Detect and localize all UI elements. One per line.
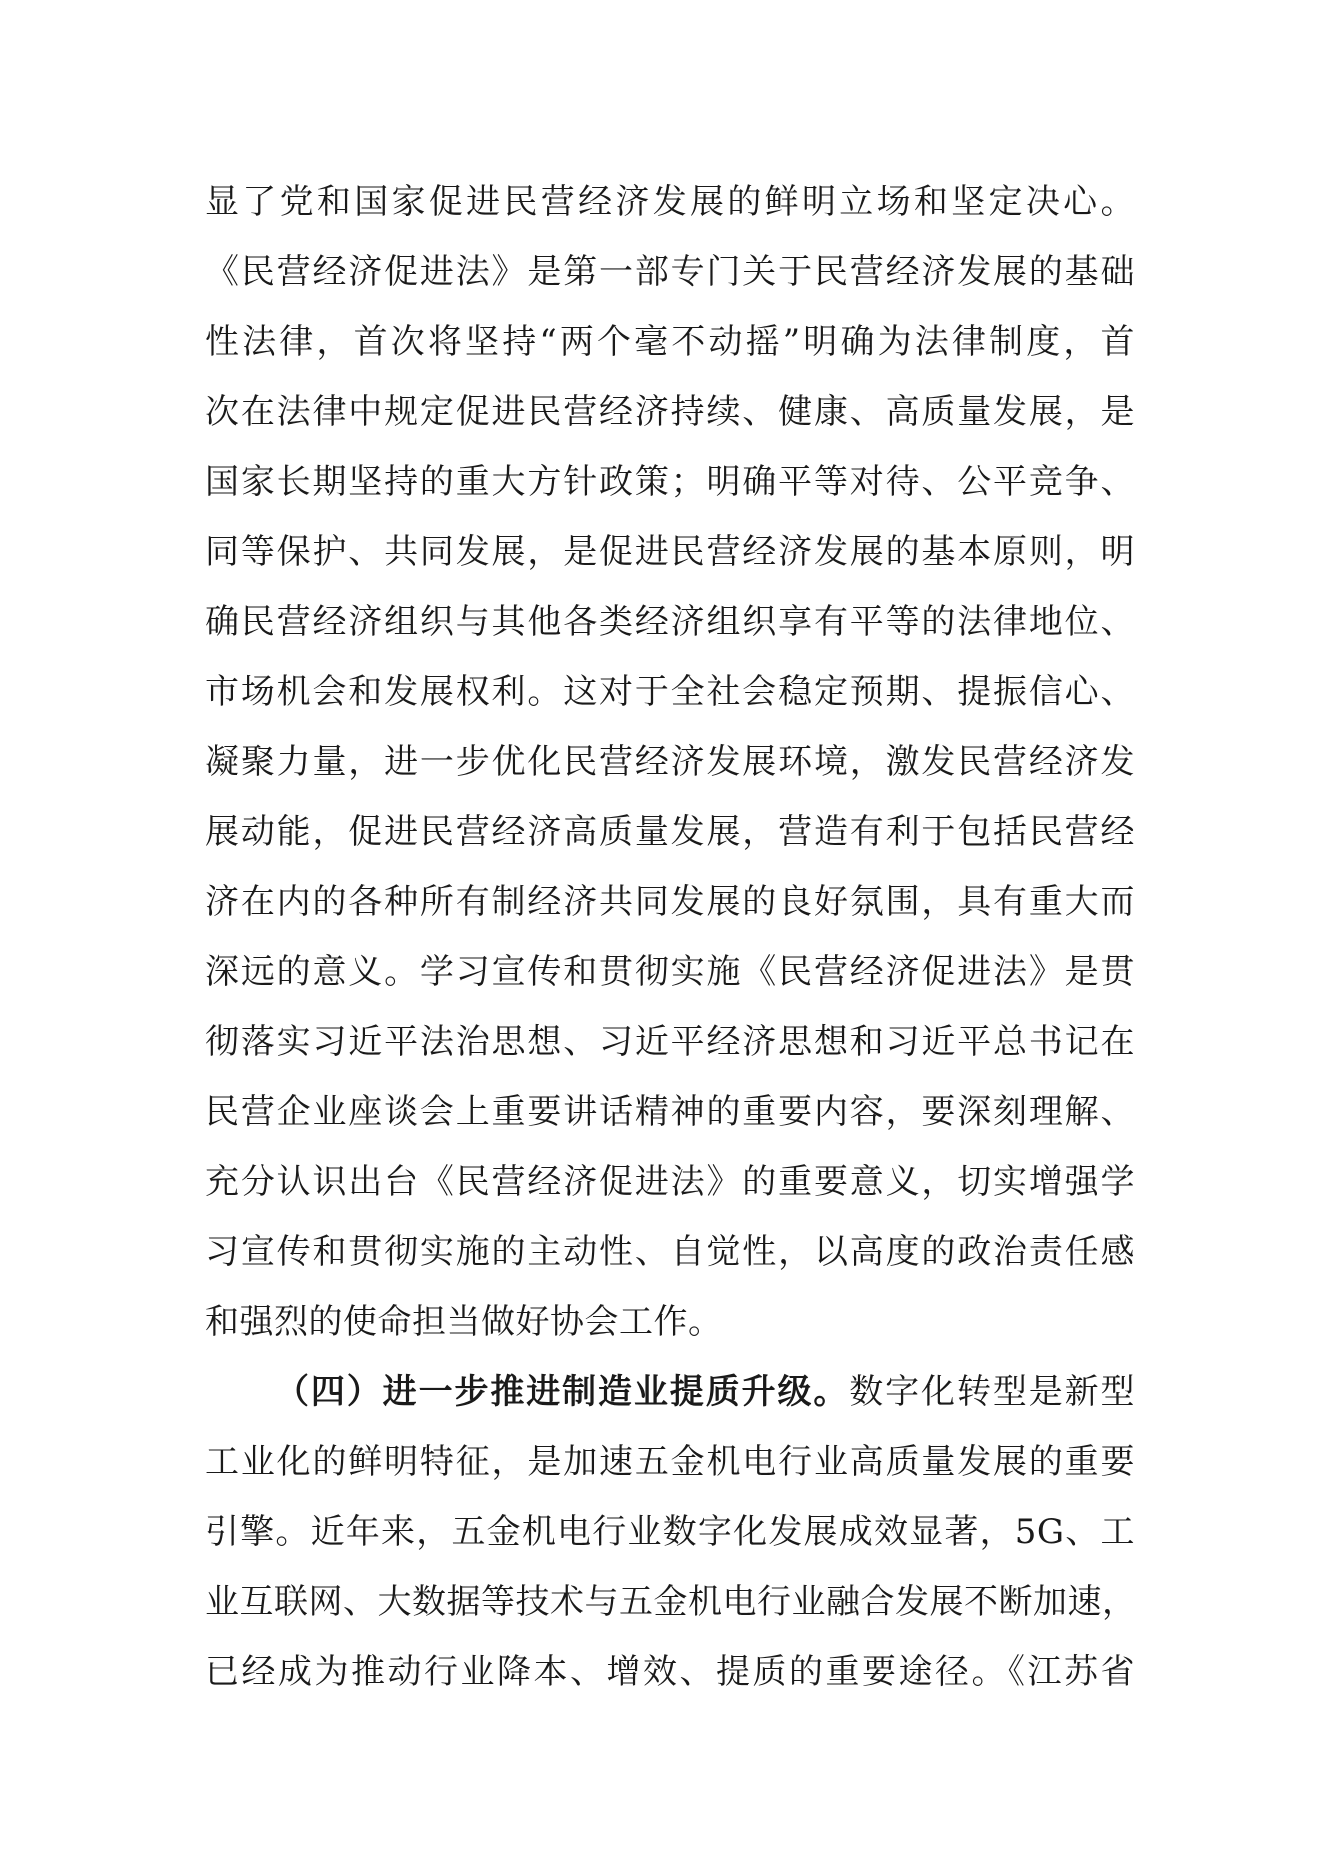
body-text (205, 167, 1135, 1707)
text-line: 《民营经济促进法》是第一部专门关于民营经济发展的基础 (205, 252, 1135, 292)
text-line: 确民营经济组织与其他各类经济组织享有平等的法律地位、 (205, 602, 1135, 642)
heading-line-text: 数字化转型是新型 (849, 1372, 1136, 1412)
text-line: 深远的意义。学习宣传和贯彻实施《民营经济促进法》是贯 (205, 952, 1135, 992)
section-heading-line (205, 1357, 1135, 1427)
text-line: 展动能，促进民营经济高质量发展，营造有利于包括民营经 (205, 812, 1135, 852)
text-line: 国家长期坚持的重大方针政策；明确平等对待、公平竞争、 (205, 462, 1135, 502)
text-line: 工业化的鲜明特征，是加速五金机电行业高质量发展的重要 (205, 1442, 1135, 1482)
text-line: 同等保护、共同发展，是促进民营经济发展的基本原则，明 (205, 532, 1135, 572)
text-line: 凝聚力量，进一步优化民营经济发展环境，激发民营经济发 (205, 742, 1135, 782)
text-line: 已经成为推动行业降本、增效、提质的重要途径。《江苏省 (205, 1652, 1135, 1692)
text-line: 性法律，首次将坚持“两个毫不动摇”明确为法律制度，首 (205, 322, 1135, 362)
text-line: 引擎。近年来，五金机电行业数字化发展成效显著，5G、工 (205, 1512, 1135, 1552)
text-line: 次在法律中规定促进民营经济持续、健康、高质量发展，是 (205, 392, 1135, 432)
text-line: 彻落实习近平法治思想、习近平经济思想和习近平总书记在 (205, 1022, 1135, 1062)
text-line: 市场机会和发展权利。这对于全社会稳定预期、提振信心、 (205, 672, 1135, 712)
text-line: 民营企业座谈会上重要讲话精神的重要内容，要深刻理解、 (205, 1092, 1135, 1132)
paragraph-end-line: 和强烈的使命担当做好协会工作。 (205, 1302, 723, 1342)
text-line: 济在内的各种所有制经济共同发展的良好氛围，具有重大而 (205, 882, 1135, 922)
text-line: 充分认识出台《民营经济促进法》的重要意义，切实增强学 (205, 1162, 1135, 1202)
text-line: 业互联网、大数据等技术与五金机电行业融合发展不断加速， (205, 1582, 1137, 1622)
text-line: 习宣传和贯彻实施的主动性、自觉性，以高度的政治责任感 (205, 1232, 1135, 1272)
text-line: 显了党和国家促进民营经济发展的鲜明立场和坚定决心。 (205, 182, 1135, 222)
section-heading: （四）进一步推进制造业提质升级。 (275, 1372, 850, 1412)
